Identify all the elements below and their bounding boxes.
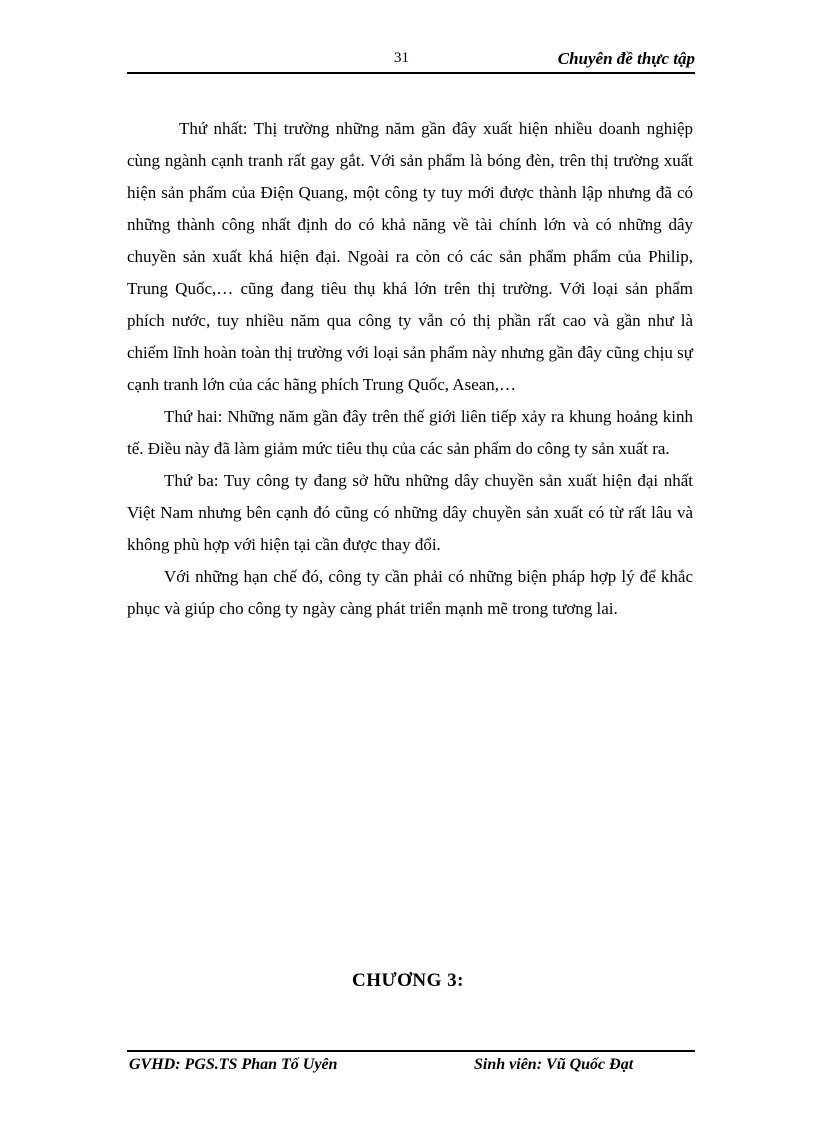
- paragraph-conclusion: Với những hạn chế đó, công ty cần phải có những biện pháp hợp lý để khắc phục và giúp cho công ty ngày càng phát triển mạnh mẽ trong tương lai.: [127, 567, 693, 618]
- chapter-heading: CHƯƠNG 3:: [352, 970, 464, 991]
- body-text: [127, 113, 693, 625]
- document-title: Chuyên đề thực tập: [557, 49, 695, 68]
- paragraph-production-lines: Thứ ba: Tuy công ty đang sở hữu những dây chuyền sản xuất hiện đại nhất Việt Nam nhưng bên cạnh đó cũng có những dây chuyền sản xuất có từ rất lâu và không phù hợp với hiện tại cần được thay đổi.: [127, 471, 693, 554]
- page-number: 31: [394, 50, 409, 66]
- page-footer: [127, 1050, 695, 1082]
- paragraph-economic-crisis: Thứ hai: Những năm gần đây trên thế giới liên tiếp xảy ra khung hoảng kinh tế. Điều này đã làm giảm mức tiêu thụ của các sản phẩm do công ty sản xuất ra.: [127, 407, 693, 458]
- supervisor-label: GVHD: PGS.TS Phan Tố Uyên: [129, 1056, 338, 1073]
- student-label: Sinh viên: Vũ Quốc Đạt: [474, 1056, 634, 1073]
- page-header: [127, 48, 695, 74]
- paragraph-competition: Thứ nhất: Thị trường những năm gần đây xuất hiện nhiều doanh nghiệp cùng ngành cạnh tranh rất gay gắt. Với sản phẩm là bóng đèn, trên thị trường xuất hiện sản phẩm của Điện Quang, một công ty tuy mới được thành lập nhưng đã có những thành công nhất định do có khả năng về tài chính lớn và có những dây chuyền sản xuất khá hiện đại. Ngoài ra còn có các sản phẩm phẩm của Philip, Trung Quốc,… cũng đang tiêu thụ khá lớn trên thị trường. Với loại sản phẩm phích nước, tuy nhiều năm qua công ty vẫn có thị phần rất cao và gần như là chiếm lĩnh hoàn toàn thị trường với loại sản phẩm này nhưng gần đây cũng chịu sự cạnh tranh lớn của các hãng phích Trung Quốc, Asean,…: [127, 119, 693, 394]
